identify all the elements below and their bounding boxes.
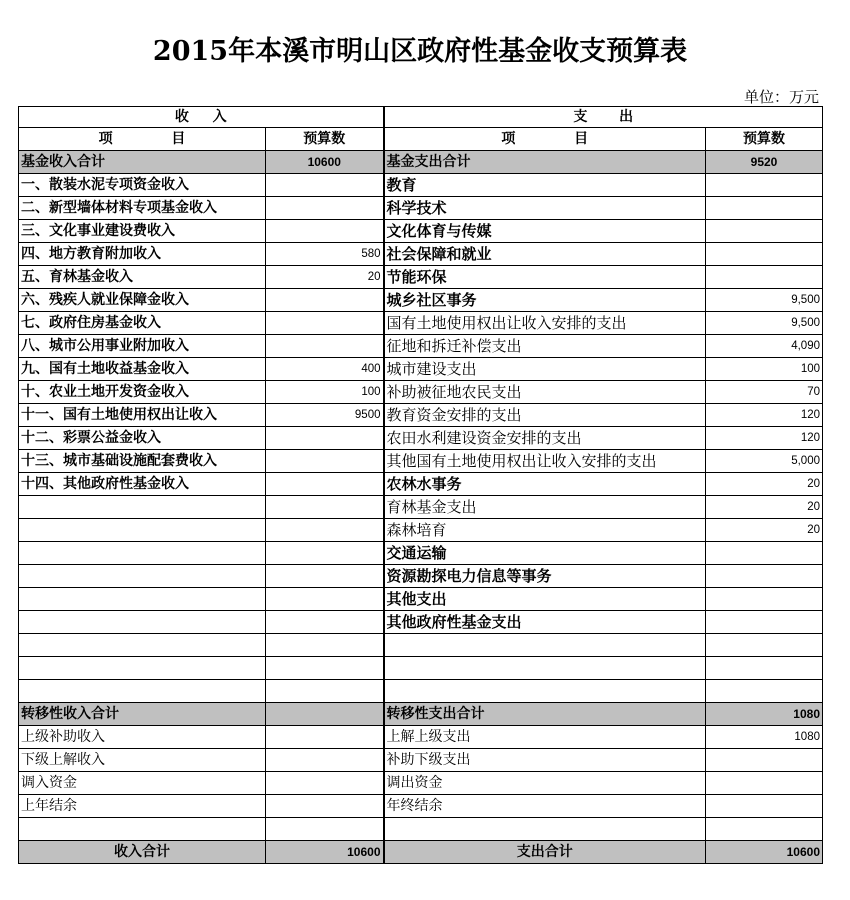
income-subitem: 下级上解收入 (19, 749, 266, 772)
budget-table (18, 106, 823, 864)
expenditure-item: 城乡社区事务 (384, 289, 706, 312)
expenditure-budget (706, 818, 823, 841)
table-row (19, 588, 823, 611)
table-row (19, 312, 823, 335)
expenditure-budget: 1080 (706, 726, 823, 749)
unit-label: 单位：万元 (743, 88, 819, 106)
income-budget (266, 174, 384, 197)
table-row (19, 795, 823, 818)
income-section-header: 收 入 (19, 107, 384, 128)
table-row (19, 381, 823, 404)
expenditure-budget: 20 (706, 473, 823, 496)
expenditure-budget (706, 565, 823, 588)
table-row-empty (19, 680, 823, 703)
table-row (19, 335, 823, 358)
expenditure-budget (706, 266, 823, 289)
income-budget (266, 220, 384, 243)
income-item: 九、国有土地收益基金收入 (19, 358, 266, 381)
fund-total-row (19, 151, 823, 174)
income-budget (266, 588, 384, 611)
income-item: 十三、城市基础设施配套费收入 (19, 450, 266, 473)
table-row (19, 772, 823, 795)
page-title: 2015年本溪市明山区政府性基金收支预算表 (152, 36, 688, 67)
income-budget (266, 312, 384, 335)
income-budget (266, 565, 384, 588)
income-item: 十、农业土地开发资金收入 (19, 381, 266, 404)
income-budget (266, 726, 384, 749)
income-budget (266, 818, 384, 841)
expenditure-subitem: 补助下级支出 (384, 749, 706, 772)
expenditure-budget (706, 243, 823, 266)
expenditure-subitem: 森林培育 (384, 519, 706, 542)
expenditure-budget: 9,500 (706, 312, 823, 335)
income-budget (266, 335, 384, 358)
income-budget (266, 749, 384, 772)
income-item (19, 519, 266, 542)
expenditure-budget: 20 (706, 519, 823, 542)
expenditure-item: 科学技术 (384, 197, 706, 220)
income-budget (266, 427, 384, 450)
income-item: 二、新型墙体材料专项基金收入 (19, 197, 266, 220)
income-budget: 10600 (266, 151, 384, 174)
expenditure-subitem: 国有土地使用权出让收入安排的支出 (384, 312, 706, 335)
income-total-label: 收入合计 (19, 841, 266, 864)
income-item: 基金收入合计 (19, 151, 266, 174)
expenditure-item: 资源勘探电力信息等事务 (384, 565, 706, 588)
table-row (19, 404, 823, 427)
income-subitem: 上级补助收入 (19, 726, 266, 749)
expenditure-item: 节能环保 (384, 266, 706, 289)
expenditure-budget: 4,090 (706, 335, 823, 358)
expenditure-budget (706, 588, 823, 611)
income-item: 十二、彩票公益金收入 (19, 427, 266, 450)
expenditure-subitem: 征地和拆迁补偿支出 (384, 335, 706, 358)
expenditure-budget: 70 (706, 381, 823, 404)
expenditure-budget: 1080 (706, 703, 823, 726)
expenditure-budget (706, 197, 823, 220)
income-budget (266, 634, 384, 657)
income-budget (266, 197, 384, 220)
expenditure-budget (706, 542, 823, 565)
expenditure-budget: 5,000 (706, 450, 823, 473)
expenditure-budget (706, 174, 823, 197)
expenditure-budget-header: 预算数 (706, 128, 823, 151)
table-row (19, 243, 823, 266)
expenditure-budget (706, 220, 823, 243)
expenditure-budget: 20 (706, 496, 823, 519)
income-budget (266, 703, 384, 726)
transfer-total-row (19, 703, 823, 726)
expenditure-item (384, 680, 706, 703)
income-item-header: 项 目 (19, 128, 266, 151)
expenditure-budget (706, 611, 823, 634)
income-item (19, 611, 266, 634)
income-budget: 580 (266, 243, 384, 266)
income-item: 转移性收入合计 (19, 703, 266, 726)
expenditure-total-value: 10600 (706, 841, 823, 864)
income-subitem: 上年结余 (19, 795, 266, 818)
income-budget (266, 657, 384, 680)
table-row (19, 542, 823, 565)
table-row (19, 197, 823, 220)
expenditure-subitem: 年终结余 (384, 795, 706, 818)
header-row-columns (19, 128, 823, 151)
income-item (19, 818, 266, 841)
table-row-empty (19, 634, 823, 657)
income-item: 八、城市公用事业附加收入 (19, 335, 266, 358)
income-item (19, 588, 266, 611)
income-budget (266, 289, 384, 312)
income-item (19, 634, 266, 657)
table-row (19, 726, 823, 749)
expenditure-item: 交通运输 (384, 542, 706, 565)
income-budget (266, 542, 384, 565)
table-row (19, 289, 823, 312)
table-row (19, 519, 823, 542)
income-budget (266, 795, 384, 818)
income-item: 十一、国有土地使用权出让收入 (19, 404, 266, 427)
expenditure-subitem: 其他国有土地使用权出让收入安排的支出 (384, 450, 706, 473)
income-budget (266, 680, 384, 703)
table-row (19, 611, 823, 634)
expenditure-item (384, 657, 706, 680)
expenditure-budget: 120 (706, 427, 823, 450)
table-row (19, 749, 823, 772)
income-item: 四、地方教育附加收入 (19, 243, 266, 266)
income-item: 三、文化事业建设费收入 (19, 220, 266, 243)
income-budget: 20 (266, 266, 384, 289)
income-budget (266, 496, 384, 519)
expenditure-subitem: 调出资金 (384, 772, 706, 795)
expenditure-item (384, 818, 706, 841)
table-row (19, 450, 823, 473)
income-budget (266, 772, 384, 795)
table-row (19, 358, 823, 381)
income-subitem: 调入资金 (19, 772, 266, 795)
income-budget (266, 519, 384, 542)
table-row-empty (19, 657, 823, 680)
income-item: 五、育林基金收入 (19, 266, 266, 289)
expenditure-budget (706, 634, 823, 657)
expenditure-budget: 120 (706, 404, 823, 427)
expenditure-subitem: 补助被征地农民支出 (384, 381, 706, 404)
table-row (19, 266, 823, 289)
table-row (19, 220, 823, 243)
expenditure-subitem: 城市建设支出 (384, 358, 706, 381)
table-row (19, 427, 823, 450)
income-total-value: 10600 (266, 841, 384, 864)
income-item (19, 680, 266, 703)
income-item: 十四、其他政府性基金收入 (19, 473, 266, 496)
income-item (19, 496, 266, 519)
expenditure-budget: 9,500 (706, 289, 823, 312)
table-row-empty (19, 818, 823, 841)
income-budget (266, 611, 384, 634)
income-item (19, 657, 266, 680)
income-item: 六、残疾人就业保障金收入 (19, 289, 266, 312)
expenditure-subitem: 育林基金支出 (384, 496, 706, 519)
expenditure-item: 文化体育与传媒 (384, 220, 706, 243)
expenditure-budget (706, 680, 823, 703)
income-budget (266, 473, 384, 496)
expenditure-item (384, 634, 706, 657)
expenditure-item: 农林水事务 (384, 473, 706, 496)
table-row (19, 473, 823, 496)
table-row (19, 496, 823, 519)
expenditure-item: 其他支出 (384, 588, 706, 611)
income-item: 一、散装水泥专项资金收入 (19, 174, 266, 197)
expenditure-subitem: 农田水利建设资金安排的支出 (384, 427, 706, 450)
expenditure-subitem: 上解上级支出 (384, 726, 706, 749)
income-budget: 9500 (266, 404, 384, 427)
income-item (19, 542, 266, 565)
header-row-sections (19, 107, 823, 128)
table-row (19, 174, 823, 197)
expenditure-item: 教育 (384, 174, 706, 197)
table-row (19, 565, 823, 588)
expenditure-total-label: 支出合计 (384, 841, 706, 864)
expenditure-budget: 9520 (706, 151, 823, 174)
expenditure-item: 转移性支出合计 (384, 703, 706, 726)
expenditure-budget (706, 772, 823, 795)
income-budget-header: 预算数 (266, 128, 384, 151)
expenditure-section-header: 支 出 (384, 107, 823, 128)
expenditure-item-header: 项 目 (384, 128, 706, 151)
expenditure-budget (706, 749, 823, 772)
grand-total-row (19, 841, 823, 864)
expenditure-subitem: 教育资金安排的支出 (384, 404, 706, 427)
expenditure-budget (706, 657, 823, 680)
income-budget: 100 (266, 381, 384, 404)
expenditure-budget (706, 795, 823, 818)
income-item (19, 565, 266, 588)
expenditure-item: 其他政府性基金支出 (384, 611, 706, 634)
expenditure-budget: 100 (706, 358, 823, 381)
expenditure-item: 基金支出合计 (384, 151, 706, 174)
income-item: 七、政府住房基金收入 (19, 312, 266, 335)
expenditure-item: 社会保障和就业 (384, 243, 706, 266)
income-budget (266, 450, 384, 473)
income-budget: 400 (266, 358, 384, 381)
